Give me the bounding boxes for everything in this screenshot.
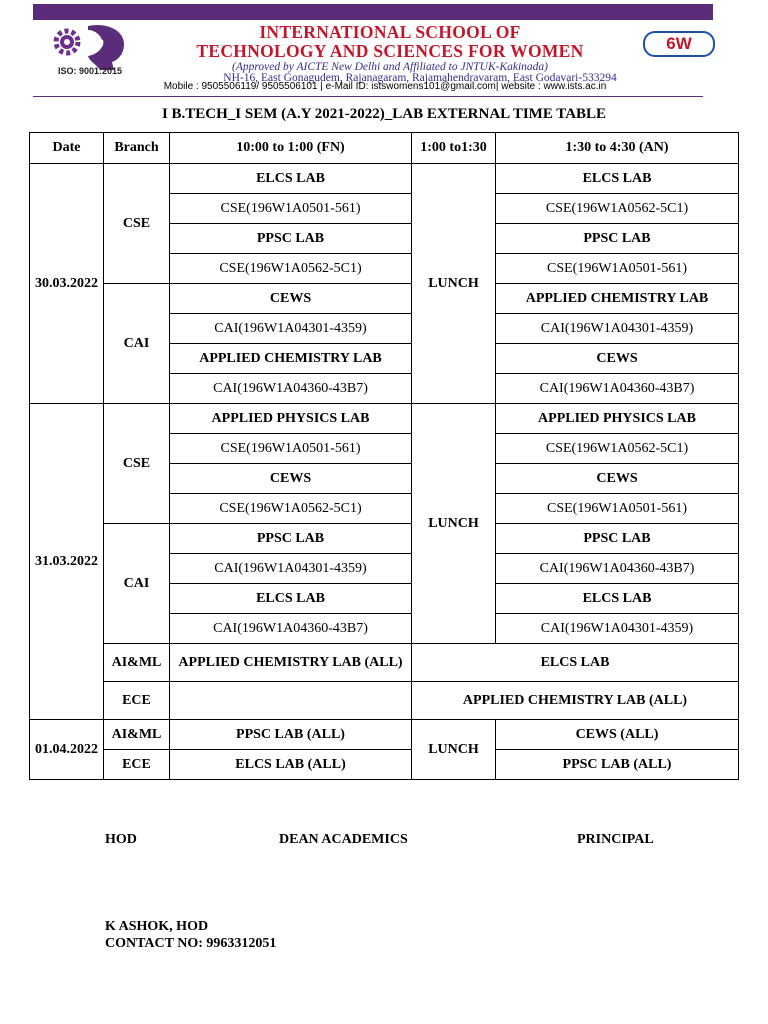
school-logo-icon (40, 20, 145, 86)
school-name-line-1: INTERNATIONAL SCHOOL OF (259, 22, 521, 42)
signature-hod: HOD (105, 832, 137, 847)
footer-contact-block (105, 918, 276, 952)
col-header-branch: Branch (104, 133, 170, 164)
signature-dean-academics: DEAN ACADEMICS (279, 832, 408, 847)
branch-cell: CSE (104, 164, 170, 284)
fn-cell: ELCS LAB (ALL) (170, 750, 412, 780)
table-row (30, 524, 739, 554)
table-row (30, 720, 739, 750)
table-row (30, 750, 739, 780)
an-cell: CAI(196W1A04301-4359) (496, 614, 739, 644)
school-name (150, 23, 630, 61)
footer-hod-name: K ASHOK, HOD (105, 919, 209, 934)
lunch-cell: LUNCH (412, 404, 496, 644)
branch-cell: CAI (104, 284, 170, 404)
an-cell: PPSC LAB (ALL) (496, 750, 739, 780)
school-name-line-2: TECHNOLOGY AND SCIENCES FOR WOMEN (196, 41, 584, 61)
an-cell: PPSC LAB (496, 224, 739, 254)
fn-cell: CSE(196W1A0501-561) (170, 434, 412, 464)
fn-cell: PPSC LAB (170, 524, 412, 554)
fn-cell: ELCS LAB (170, 584, 412, 614)
fn-cell: CEWS (170, 284, 412, 314)
fn-cell: PPSC LAB (170, 224, 412, 254)
table-row (30, 164, 739, 194)
an-cell: CSE(196W1A0501-561) (496, 254, 739, 284)
fn-cell: APPLIED CHEMISTRY LAB (ALL) (170, 644, 412, 682)
an-cell: CEWS (ALL) (496, 720, 739, 750)
date-cell: 01.04.2022 (30, 720, 104, 780)
fn-cell: CAI(196W1A04360-43B7) (170, 614, 412, 644)
col-header-date: Date (30, 133, 104, 164)
iso-label: ISO: 9001:2015 (58, 66, 123, 76)
branch-cell: ECE (104, 750, 170, 780)
timetable (29, 132, 739, 780)
fn-cell: CEWS (170, 464, 412, 494)
fn-cell: APPLIED PHYSICS LAB (170, 404, 412, 434)
signature-principal: PRINCIPAL (577, 832, 654, 847)
an-cell: APPLIED PHYSICS LAB (496, 404, 739, 434)
table-row (30, 644, 739, 682)
branch-cell: AI&ML (104, 720, 170, 750)
an-cell: CSE(196W1A0501-561) (496, 494, 739, 524)
fn-cell: CSE(196W1A0562-5C1) (170, 254, 412, 284)
lunch-cell: LUNCH (412, 164, 496, 404)
an-cell: APPLIED CHEMISTRY LAB (ALL) (412, 682, 739, 720)
an-cell: PPSC LAB (496, 524, 739, 554)
timetable-title: I B.TECH_I SEM (A.Y 2021-2022)_LAB EXTERNAL TIME TABLE (161, 106, 607, 122)
fn-cell: CAI(196W1A04360-43B7) (170, 374, 412, 404)
fn-cell (170, 682, 412, 720)
table-row (30, 284, 739, 314)
6w-badge: 6W (643, 31, 715, 57)
fn-cell: APPLIED CHEMISTRY LAB (170, 344, 412, 374)
an-cell: CSE(196W1A0562-5C1) (496, 194, 739, 224)
branch-cell: CAI (104, 524, 170, 644)
an-cell: CAI(196W1A04301-4359) (496, 314, 739, 344)
an-cell: ELCS LAB (496, 584, 739, 614)
date-cell: 30.03.2022 (30, 164, 104, 404)
fn-cell: PPSC LAB (ALL) (170, 720, 412, 750)
branch-cell: CSE (104, 404, 170, 524)
address-line: NH-16, East Gonagudem, Rajanagaram, Rajamahendravaram, East Godavari-533294 (223, 72, 617, 84)
date-cell: 31.03.2022 (30, 404, 104, 720)
col-header-an: 1:30 to 4:30 (AN) (496, 133, 739, 164)
an-cell: APPLIED CHEMISTRY LAB (496, 284, 739, 314)
approval-line: (Approved by AICTE New Delhi and Affiliated to JNTUK-Kakinada) (231, 61, 548, 73)
header-divider (33, 96, 703, 97)
table-header-row (30, 133, 739, 164)
contact-line: Mobile : 9505506119/ 9505506101 | e-Mail ID: istswomens101@gmail.com| website : www.ists.ac.in (163, 81, 607, 92)
footer-contact-number: CONTACT NO: 9963312051 (105, 936, 277, 951)
branch-cell: ECE (104, 682, 170, 720)
fn-cell: CSE(196W1A0562-5C1) (170, 494, 412, 524)
lunch-cell: LUNCH (412, 720, 496, 780)
fn-cell: CSE(196W1A0501-561) (170, 194, 412, 224)
table-row (30, 404, 739, 434)
table-row (30, 682, 739, 720)
an-cell: ELCS LAB (412, 644, 739, 682)
an-cell: CEWS (496, 344, 739, 374)
fn-cell: CAI(196W1A04301-4359) (170, 314, 412, 344)
col-header-fn: 10:00 to 1:00 (FN) (170, 133, 412, 164)
fn-cell: ELCS LAB (170, 164, 412, 194)
an-cell: CAI(196W1A04360-43B7) (496, 374, 739, 404)
an-cell: CSE(196W1A0562-5C1) (496, 434, 739, 464)
an-cell: ELCS LAB (496, 164, 739, 194)
header-top-bar (33, 4, 713, 20)
branch-cell: AI&ML (104, 644, 170, 682)
an-cell: CEWS (496, 464, 739, 494)
col-header-lunch: 1:00 to1:30 (412, 133, 496, 164)
an-cell: CAI(196W1A04360-43B7) (496, 554, 739, 584)
fn-cell: CAI(196W1A04301-4359) (170, 554, 412, 584)
